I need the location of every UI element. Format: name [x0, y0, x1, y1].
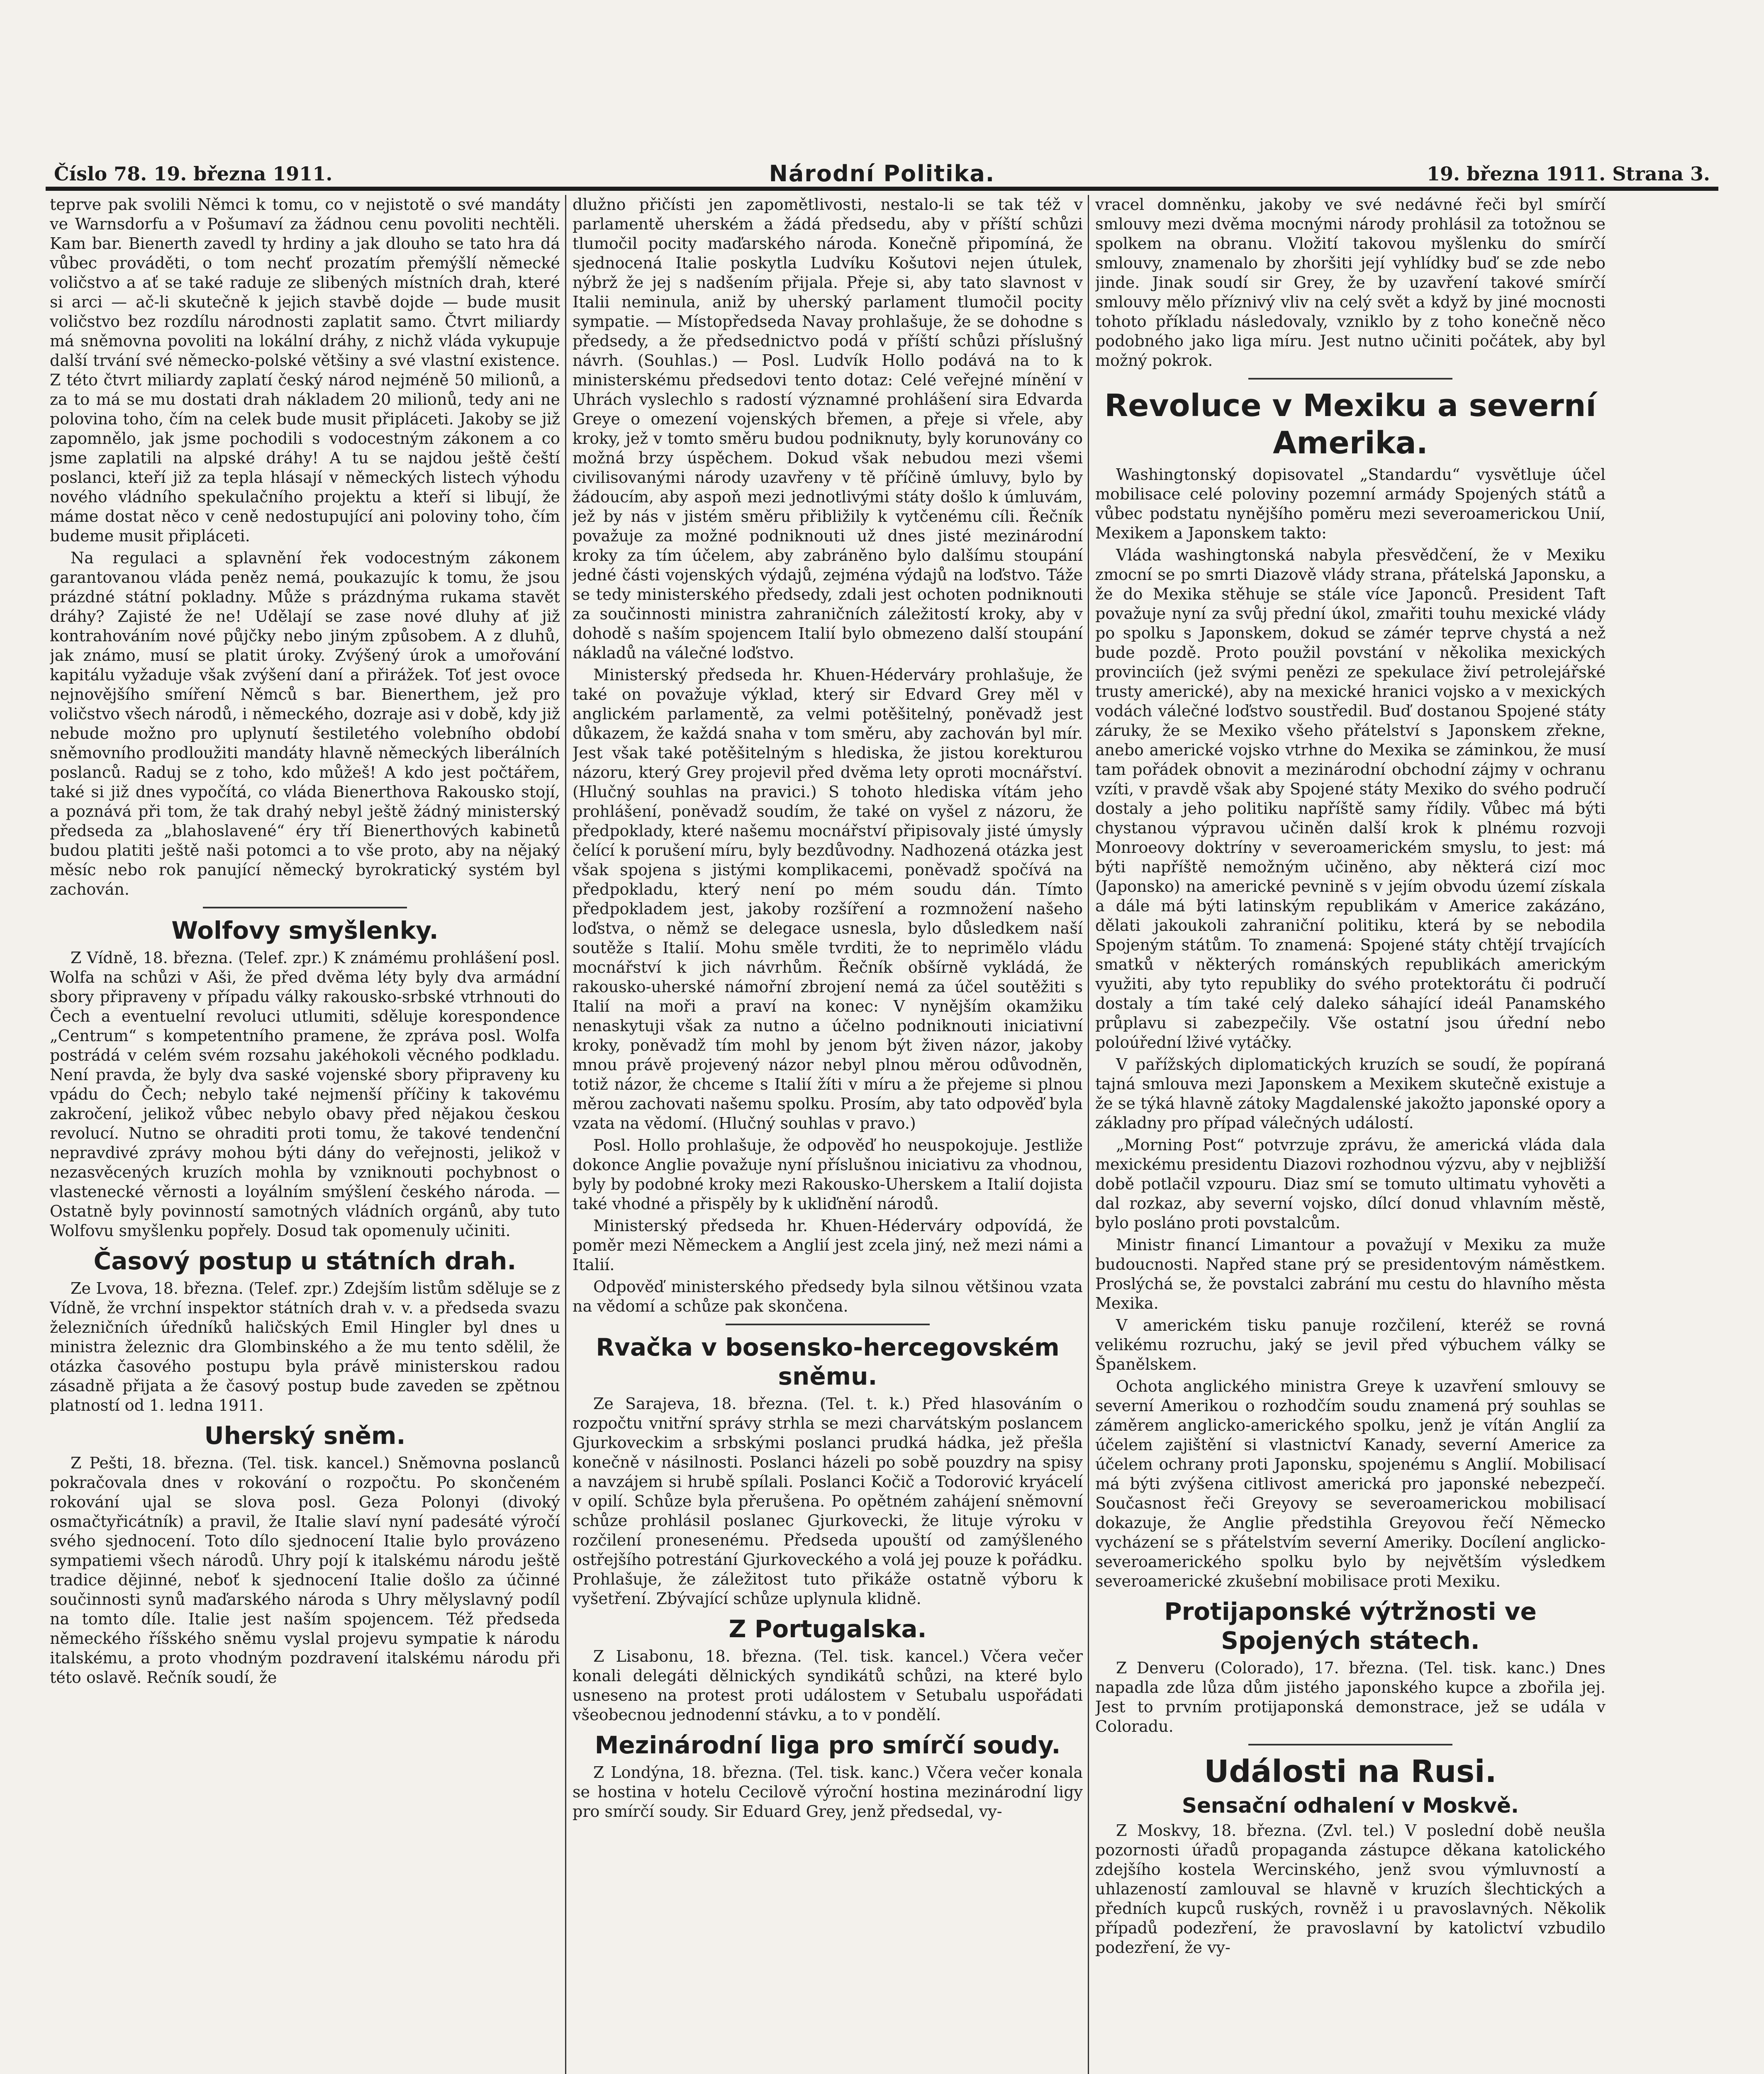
article-heading: Revoluce v Mexiku a severní Amerika. — [1104, 388, 1596, 461]
article-separator — [203, 907, 407, 908]
paragraph: Z Vídně, 18. března. (Telef. zpr.) K známému prohlášení posl. Wolfa na schůzi v Aši, že před dvěma léty byly dva armádní sbory připraveny v případu války rakousko-srbské vtrhnouti do Čech a eventuelní revoluci utlumiti, sděluje korespondence „Centrum“ s kompetentního pramene, že zpráva posl. Wolfa postrádá v celém svém rozsahu jakéhokoli věcného podkladu. Není pravda, že byly dva saské vojenské sbory připraveny ku vpádu do Čech; nebylo také nejmenší příčiny k takovému zakročení, jelikož vůbec nebylo obavy před nějakou českou revolucí. Nutno se ohraditi proti tomu, že takové tendenční nepravdivé zprávy mohou býti dány do veřejnosti, jelikož v nezasvěcených kruzích mohla by vzniknouti pochybnost o vlastenecké věrnosti a loyálním smýšlení českého národa. — Ostatně byly povinností samotných vládních orgánů, aby tuto Wolfovu smyšlenku popřely. Dosud tak opomenuly učiniti. — [50, 949, 560, 1240]
paragraph: Ze Lvova, 18. března. (Telef. zpr.) Zdejším listům sděluje se z Vídně, že vrchní inspektor státních drah v. v. a předseda svazu železničních úředníků haličských Emil Hingler byl dnes u ministra železnic dra Glombinského a že mu tento sdělil, že otázka časového postupu byla právě ministerskou radou zásadně přijata a že časový postup bude zaveden se zpětnou platností od 1. ledna 1911. — [50, 1279, 560, 1414]
paragraph: dlužno přičísti jen zapomětlivosti, nestalo-li se tak též v parlamentě uherském a žádá předsedu, aby v příští schůzi tlumočil pocity maďarského národa. Konečně připomíná, že sjednocená Italie poskytla Ludvíku Košutovi nejen útulek, nýbrž že jej s nadšením přijala. Přeje si, aby tato slavnost v Italii neminula, aniž by uherský parlament tlumočil pocity sympatie. — Místopředseda Navay prohlašuje, že se dohodne s předsedy, a že předsednictvo podá v příští schůzi příslušný návrh. (Souhlas.) — Posl. Ludvík Hollo podává na to k ministerskému předsedovi tento dotaz: Celé veřejné mínění v Uhrách vyslechlo s radostí významné prohlášení sira Edvarda Greye o omezení vojenských břemen, a přeje si vřele, aby kroky, jež v tomto směru budou podniknuty, byly korunovány co možná brzy úspěchem. Dokud však nebudou mezi všemi civilisovanými národy uzavřeny v tě příčině úmluvy, bylo by žádoucím, aby aspoň mezi jednotlivými státy došlo k úmluvám, jež by nás v jistém směru přibližily k vytčenému cíli. Řečník považuje za možné podniknouti už dnes jisté mezinárodní kroky za tím účelem, aby zabráněno bylo dalšímu stoupání jedné části vojenských výdajů, zejména výdajů na loďstvo. Táže se tedy ministerského předsedy, zdali jest ochoten podniknouti za součinnosti ministra zahraničních záležitostí kroky, aby v dohodě s naším spojencem Italií bylo obmezeno další stoupání nákladů na válečné loďstvo. — [573, 195, 1083, 662]
paragraph: V americkém tisku panuje rozčilení, kteréž se rovná velikému rozruchu, jaký se jevil před výbuchem války se Španělskem. — [1095, 1316, 1606, 1373]
paragraph: Ministerský předseda hr. Khuen-Héderváry odpovídá, že poměr mezi Německem a Anglií jest zcela jiný, než mezi námi a Italií. — [573, 1217, 1083, 1274]
page-number: 19. března 1911. Strana 3. — [1427, 163, 1710, 185]
paragraph: Z Denveru (Colorado), 17. března. (Tel. tisk. kanc.) Dnes napadla zde lůza dům jistého japonského kupce a zbořila jej. Jest to prvním protijaponská demonstrace, jež se udála v Coloradu. — [1095, 1659, 1606, 1736]
issue-date: Číslo 78. 19. března 1911. — [54, 163, 333, 185]
paragraph: teprve pak svolili Němci k tomu, co v nejistotě o své mandáty ve Warnsdorfu a v Pošumaví za žádnou cenu povoliti nechtěli. Kam bar. Bienerth zavedl ty hrdiny a jak dlouho se tato hra dá vůbec prováděti, o tom nechť prozatím přemýšlí německé voličstvo a ať se také raduje ze slibených místních drah, které si arci — ač-li skutečně k jejich stavbě dojde — bude musit voličstvo bez rozdílu národnosti zaplatit samo. Čtvrt miliardy má sněmovna povoliti na lokální dráhy, z nichž vláda vykupuje další trvání své německo-polské většiny a své vlastní existence. Z této čtvrt miliardy zaplatí český národ nejméně 50 milionů, a za to má se mu dostati drah nákladem 20 milionů, tedy ani ne polovina toho, čím na celek bude musit připláceti. Jakoby se již zapomnělo, jak jsme pochodili s vodocestným zákonem a co jsme zaplatili na alpské dráhy! A tu se najdou ještě čeští poslanci, kteří již za tepla hlásají v německých listech výhodu nového vládního spekulačního projektu a kteří si libují, že máme dostat něco v ceně nedostupující ani poloviny toho, čím budeme musit připláceti. — [50, 195, 560, 545]
article-heading: Uherský sněm. — [204, 1422, 406, 1450]
paragraph: Ministr financí Limantour a považují v Mexiku za muže budoucnosti. Napřed stane prý se presidentovým náměstkem. Proslýchá se, že povstalci zabrání mu cestu do hlavního města Mexika. — [1095, 1236, 1606, 1312]
paragraph: Posl. Hollo prohlašuje, že odpověď ho neuspokojuje. Jestliže dokonce Anglie považuje nyní příslušnou iniciativu za vhodnou, byly by podobné kroky mezi Rakousko-Uherskem a Italií dojista také vhodné a přispěly by k ukliďnění národů. — [573, 1136, 1083, 1213]
column-3 — [1095, 195, 1606, 2074]
page-header — [46, 159, 1718, 188]
article-heading: Z Portugalska. — [729, 1615, 927, 1643]
paragraph: Na regulaci a splavnění řek vodocestným zákonem garantovanou vláda peněz nemá, poukazujíc k tomu, že jsou prázdné státní pokladny. Může s prázdnýma rukama stavět dráhy? Zajisté že ne! Udělají se zase nové dluhy ať již kontrahováním nové půjčky nebo jiným způsobem. A z dluhů, jak známo, musí se platit úroky. Zvýšený úrok a umořování kapitálu vyžaduje však zvýšení daní a přirážek. Toť jest ovoce nejnovějšího smíření Němců s bar. Bienerthem, jež pro voličstvo všech národů, i německého, dozraje asi v době, kdy již nebude možno pro uplynutí šestiletého volebního období sněmovního prodloužiti mandáty hlavně německých liberálních poslanců. Raduj se z toho, kdo můžeš! A kdo jest počtářem, také si již dnes vypočítá, co vláda Bienerthova Rakousko stojí, a poznává při tom, že tak drahý nebyl ještě žádný ministerský předseda za „blahoslavené“ éry tří Bienerthových kabinetů budou platiti ještě naši potomci a to vše proto, aby na nějaký měsíc nebo rok panující německý byrokratický systém byl zachován. — [50, 549, 560, 898]
column-divider — [1088, 195, 1089, 2074]
paragraph: Ze Sarajeva, 18. března. (Tel. t. k.) Před hlasováním o rozpočtu vnitřní správy strhla se mezi charvátským poslancem Gjurkoveckim a srbskými poslanci prudká hádka, jež přešla konečně v násilnosti. Poslanci házeli po sobě pouzdry na spisy a navzájem si hrubě spílali. Poslanci Kočič a Todorović kryácelí v opilí. Schůze byla přerušena. Po opětném zahájení sněmovní schůze prohlásil poslanec Gjurkovecki, že lituje výroku v rozčilení pronesenému. Předseda upouští od zamýšleného ostřejšího potrestání Gjurkoveckého a volá jej pouze k pořádku. Prohlašuje, že záležitost tuto přikáže ostatně výboru k vyšetření. Zbývající schůze uplynula klidně. — [573, 1395, 1083, 1608]
article-subheading: Sensační odhalení v Moskvě. — [1182, 1794, 1519, 1818]
article-heading: Události na Rusi. — [1204, 1754, 1497, 1789]
masthead: Národní Politika. — [769, 161, 995, 187]
article-heading: Rvačka v bosensko-hercegovském sněmu. — [596, 1333, 1060, 1390]
article-separator — [1248, 1744, 1452, 1745]
paragraph: Ministerský předseda hr. Khuen-Héderváry prohlašuje, že také on považuje výklad, který sir Edvard Grey měl v anglickém parlamentě, za velmi potěšitelný, poněvadž jest důkazem, že každá snaha v tom směru, aby zachován byl mír. Jest však také potěšitelným s hlediska, že jistou korekturou názoru, který Grey projevil před dvěma lety oproti mocnářství. (Hlučný souhlas na pravici.) S tohoto hlediska vítám jeho prohlášení, poněvadž soudím, že také on vyšel z názoru, že předpoklady, které našemu mocnářství připisovaly jisté úmysly čelící k porušení míru, byly bezdůvodny. Nadhozená otázka jest však spojena s jistými komplikacemi, poněvadž spočívá na předpokladu, který není po mém soudu dán. Tímto předpokladem jest, jakoby rozšíření a rozmnožení našeho loďstva, o němž se delegace usnesla, bylo důsledkem naší soutěže s Italií. Mohu směle tvrditi, že to neprimělo vládu mocnářství k jich návrhům. Řečník obšírně vykládá, že rakousko-uherské námořní zbrojení nemá za účel soutěžiti s Italií na moři a praví na konec: V nynějším okamžiku nenaskytuji však za nutno a účelno podniknouti iniciativní kroky, poněvadž tím mohl by jenom být živen názor, jakoby mnou právě projevený názor nebyl plnou měrou odůvodněn, totiž názor, že chceme s Italií žíti v míru a že přejeme si plnou měrou zachovati našemu spolku. Prosím, aby tato odpověď byla vzata na vědomí. (Hlučný souhlas v pravo.) — [573, 666, 1083, 1132]
header-rule — [46, 187, 1718, 191]
paragraph: Ochota anglického ministra Greye k uzavření smlouvy se severní Amerikou o rozhodčím soudu znamená prý souhlas se záměrem anglicko-amerického spolku, jenž je vítán Anglií za účelem zajištění si vlastnictví Kanady, severní Americe za účelem ochrany proti Japonsku, spojenému s Anglií. Mobilisací má býti zvýšena citlivost americká pro japonské nebezpečí. Současnost řeči Greyovy se severoamerickou mobilisací dokazuje, že Anglie předstihla Greyovou řečí Německo vycházení se s přátelstvím severní Ameriky. Docílení anglicko-severoamerického spolku bylo by největším výsledkem severoamerické zkušební mobilisace proti Mexiku. — [1095, 1377, 1606, 1590]
paragraph: Washingtonský dopisovatel „Standardu“ vysvětluje účel mobilisace celé poloviny pozemní armády Spojených států a vůbec podstatu nynějšího poměru mezi severoamerickou Unií, Mexikem a Japonskem takto: — [1095, 465, 1606, 542]
article-separator — [726, 1324, 930, 1325]
paragraph: Z Londýna, 18. března. (Tel. tisk. kanc.) Včera večer konala se hostina v hotelu Cecilově výroční hostina mezinárodní ligy pro smírčí soudy. Sir Eduard Grey, jenž předsedal, vy- — [573, 1763, 1083, 1821]
column-divider — [565, 195, 566, 2074]
article-separator — [1248, 378, 1452, 380]
paragraph: Z Pešti, 18. března. (Tel. tisk. kancel.) Sněmovna poslanců pokračovala dnes v rokování o rozpočtu. Po skončeném rokování ujal se slova posl. Geza Polonyi (divoký osmačtyřicátník) a pravil, že Italie slaví nyní padesáté výročí svého sjednocení. Toto dílo sjednocení Italie bylo provázeno sympatiemi všech národů. Uhry pojí k italskému národu ještě tradice dějinné, neboť k sjednocení Italie došlo za účinné součinnosti synů maďarského národa s Uhry mělyslavný podíl na tomto díle. Italie jest naším spojencem. Též předseda německého říšského sněmu vyslal projevu sympatie k národu italskému, a proto vhodným pozdravení italskému národu při této oslavě. Rečník soudí, že — [50, 1454, 560, 1687]
article-heading: Mezinárodní liga pro smírčí soudy. — [594, 1731, 1061, 1759]
paragraph: „Morning Post“ potvrzuje zprávu, že americká vláda dala mexickému presidentu Diazovi rozhodnou výzvu, aby v nejbližší době potlačil vzpouru. Diaz smí se tomuto ultimatu vyhověti a dal rozkaz, aby severní vojsko, dílcí donud vhlavním městě, bylo posláno proti povstalcům. — [1095, 1136, 1606, 1232]
paragraph: vracel domněnku, jakoby ve své nedávné řeči byl smírčí smlouvy mezi dvěma mocnými národy prohlásil za totožnou se spolkem na obranu. Vložití takovou myšlenku do smírčí smlouvy, znamenalo by zhoršiti její vyhlídky buď se zde nebo jinde. Jinak soudí sir Grey, že by uzavření takové smírčí smlouvy mělo příznivý vliv na celý svět a když by jiné mocnosti tohoto příkladu následovaly, vzniklo by z toho konečně něco podobného jako liga míru. Jest nutno učiniti počátek, aby byl možný pokrok. — [1095, 195, 1606, 370]
paragraph: Odpověď ministerského předsedy byla silnou většinou vzata na vědomí a schůze pak skončena. — [573, 1278, 1083, 1315]
article-heading: Časový postup u státních drah. — [93, 1247, 517, 1275]
paragraph: Vláda washingtonská nabyla přesvědčení, že v Mexiku zmocní se po smrti Diazově vlády strana, přátelská Japonsku, a že do Mexika stěhuje se stále více Japonců. President Taft považuje nyní za svůj přední úkol, zmařiti touhu mexické vlády po spolku s Japonskem, dokud se zámér teprve chystá a než bude pozdě. Proto použil povstání v několika mexických provinciích (jež svými penězi ze spekulace živí petrolejářské trusty americké), aby na mexické hranici vojsko a v mexických vodách válečné loďstvo soustředil. Buď dostanou Spojené státy záruky, že se Mexiko všeho přátelství s Japonskem zřekne, anebo americké vojsko vtrhne do Mexika se záminkou, že musí tam pořádek obnovit a mezinárodní obchodní zájmy v ochranu vzíti, v pravdě však aby Spojené státy Mexiko do svého područí dostaly a jeho politiku napříště samy řídily. Vůbec má býti chystanou výpravou učiněn další krok k plnému rozvoji Monroeovy doktríny v severoamerickém smyslu, to jest: má býti napříště nemožným učiněno, aby některá cizí moc (Japonsko) na americké pevnině s v jejím obvodu území získala a dále má býti latinským republikám v Americe zakázáno, dělati jakoukoli zahraniční politiku, která by se nebodila Spojeným státům. To znamená: Spojené státy chtějí trvajících smatků v některých románských republikách americkým využiti, aby tyto republiky do svého protektorátu či područí dostaly a tím také celý daleko sáhající ideál Panamského průplavu si zabezpečily. Vše ostatní jsou úřední nebo poloúřední lživé vytáčky. — [1095, 546, 1606, 1052]
column-1 — [50, 195, 560, 2074]
article-heading: Wolfovy smyšlenky. — [171, 916, 439, 944]
paragraph: Z Moskvy, 18. března. (Zvl. tel.) V poslední době neušla pozornosti úřadů propaganda zástupce děkana katolického zdejšího kostela Wercinského, jenž svou výmluvností a uhlazeností zamlouval se hlavně v kruzích šlechtických a předních kupců ruských, rovněž i u pravoslavných. Několik případů podezření, že pravoslavní by katolictví vzbudilo podezření, že vy- — [1095, 1821, 1606, 1957]
column-2 — [573, 195, 1083, 2074]
paragraph: V pařížských diplomatických kruzích se soudí, že popíraná tajná smlouva mezi Japonskem a Mexikem skutečně existuje a že se týká hlavně zátoky Magdalenské jakožto japonské opory a základny pro případ válečných událostí. — [1095, 1055, 1606, 1132]
article-heading: Protijaponské výtržnosti ve Spojených státech. — [1164, 1597, 1537, 1655]
paragraph: Z Lisabonu, 18. března. (Tel. tisk. kancel.) Včera večer konali delegáti dělnických syndikátů schůzi, na které bylo usneseno na protest proti událostem v Setubalu uspořádati všeobecnou jednodenní stávku, a to v pondělí. — [573, 1647, 1083, 1724]
